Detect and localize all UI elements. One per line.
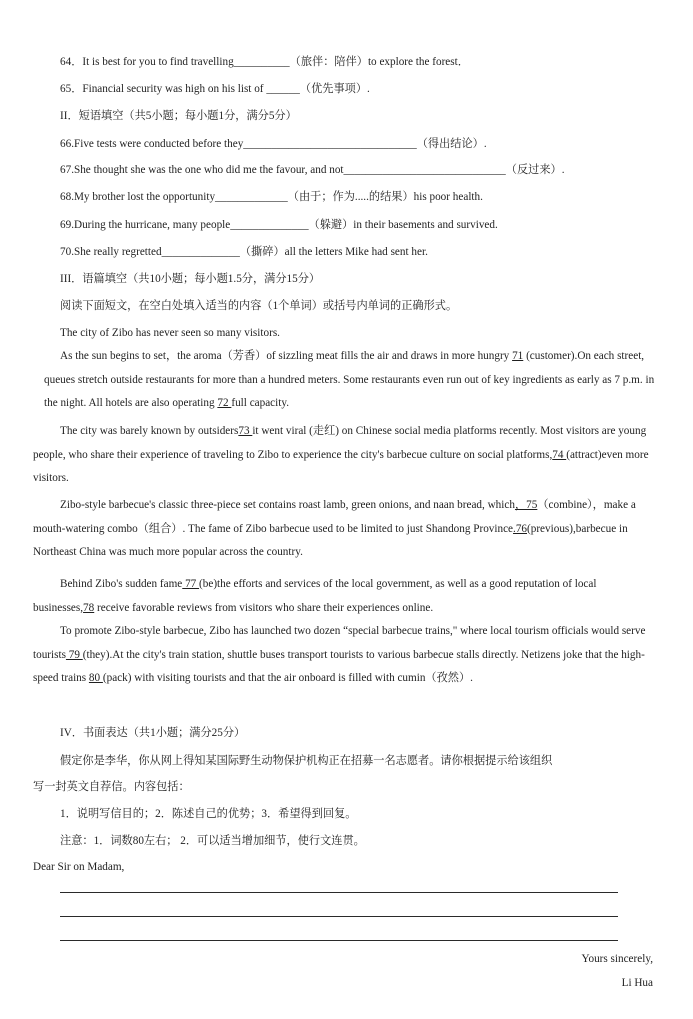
passage-paragraph-4: Behind Zibo's sudden fame 77 (be)the efforts and services of the local government, as well as a good reputation of local businesses,78 receive favorable reviews from visitors who share their experiences online. [33, 578, 597, 614]
blank-80: 80 [88, 672, 103, 685]
writing-content-points: 1．说明写信目的；2．陈述自己的优势；3．希望得到回复。 [60, 808, 357, 820]
passage-paragraph-5: To promote Zibo-style barbecue, Zibo has launched two dozen “special barbecue trains," where local tourism officials would serve tourists 79 (they).At the city's train station, shuttle buses transport tourists to various barbecue stalls directly. Netizens joke that the high-speed trains 80 (pack) with visiting tourists and that the air onboard is filled with cumin（孜然）. [33, 625, 646, 685]
blank-74: 74 [552, 448, 567, 461]
section-4-heading: IV．书面表达（共1小题；满分25分） [60, 727, 246, 739]
section-3-instructions: 阅读下面短文，在空白处填入适当的内容（1个单词）或括号内单词的正确形式。 [60, 300, 458, 312]
blank-73: 73 [238, 425, 253, 437]
answer-line-3[interactable] [60, 940, 618, 941]
section-3-heading: III．语篇填空（共10小题；每小题1.5分，满分15分） [60, 273, 321, 285]
passage-paragraph-3: Zibo-style barbecue's classic three-piece set contains roast lamb, green onions, and naan bread, which，75（combine），make a mouth-watering combo（组合）. The fame of Zibo barbecue used to be limited to just Shandong Province.76(previous),barbecue in Northeast China was much more popular across the country. [33, 499, 636, 559]
question-64: 64．It is best for you to find travelling__________（旅伴：陪伴）to explore the forest． [60, 56, 469, 68]
answer-line-2[interactable] [60, 916, 618, 917]
question-69: 69.During the hurricane, many people______________（躲避）in their basements and survived. [60, 219, 498, 231]
blank-71: 71 [512, 350, 524, 362]
blank-72: 72 [217, 397, 232, 410]
writing-prompt-line-1: 假定你是李华，你从网上得知某国际野生动物保护机构正在招募一名志愿者。请你根据提示给该组织 [60, 755, 553, 767]
blank-77: 77 [182, 578, 200, 590]
question-67: 67.She thought she was the one who did me the favour, and not_____________________________（反过来）. [60, 164, 565, 176]
passage-paragraph-2: The city was barely known by outsiders73 it went viral (走红) on Chinese social media platforms recently. Most visitors are young people, who share their experience of traveling to Zibo to experience the city's barbecue culture on social platforms,74 (attract)even more visitors. [33, 425, 649, 485]
blank-78: 78 [83, 601, 95, 614]
answer-line-1[interactable] [60, 892, 618, 893]
question-68: 68.My brother lost the opportunity_____________（由于；作为.....的结果）his poor health. [60, 191, 483, 203]
writing-prompt-line-2: 写一封英文自荐信。内容包括： [33, 781, 190, 793]
question-65: 65．Financial security was high on his list of ______（优先事项）. [60, 83, 370, 95]
question-70: 70.She really regretted______________（撕碎）all the letters Mike had sent her. [60, 246, 428, 258]
letter-closing: Yours sincerely, [581, 953, 653, 965]
letter-signature: Li Hua [621, 977, 653, 989]
blank-76: .76 [513, 522, 528, 535]
writing-notes: 注意：1．词数80左右； 2．可以适当增加细节，使行文连贯。 [60, 835, 365, 847]
blank-79: 79 [65, 648, 83, 661]
letter-salutation: Dear Sir on Madam, [33, 861, 125, 873]
passage-paragraph-1: As the sun begins to set，the aroma（芳香）of sizzling meat fills the air and draws in more hungry 71 (customer).On each street, queues stretch outside restaurants for more than a hundred meters. Some restaurants even run out of key ingredients as early as 7 p.m. in the night. All hotels are also operating 72 full capacity. [44, 350, 655, 410]
passage-title: The city of Zibo has never seen so many visitors. [60, 327, 280, 339]
question-66: 66.Five tests were conducted before they_______________________________（得出结论）. [60, 138, 487, 150]
section-2-heading: II．短语填空（共5小题；每小题1分，满分5分） [60, 110, 297, 122]
blank-75: ，75 [514, 499, 538, 511]
